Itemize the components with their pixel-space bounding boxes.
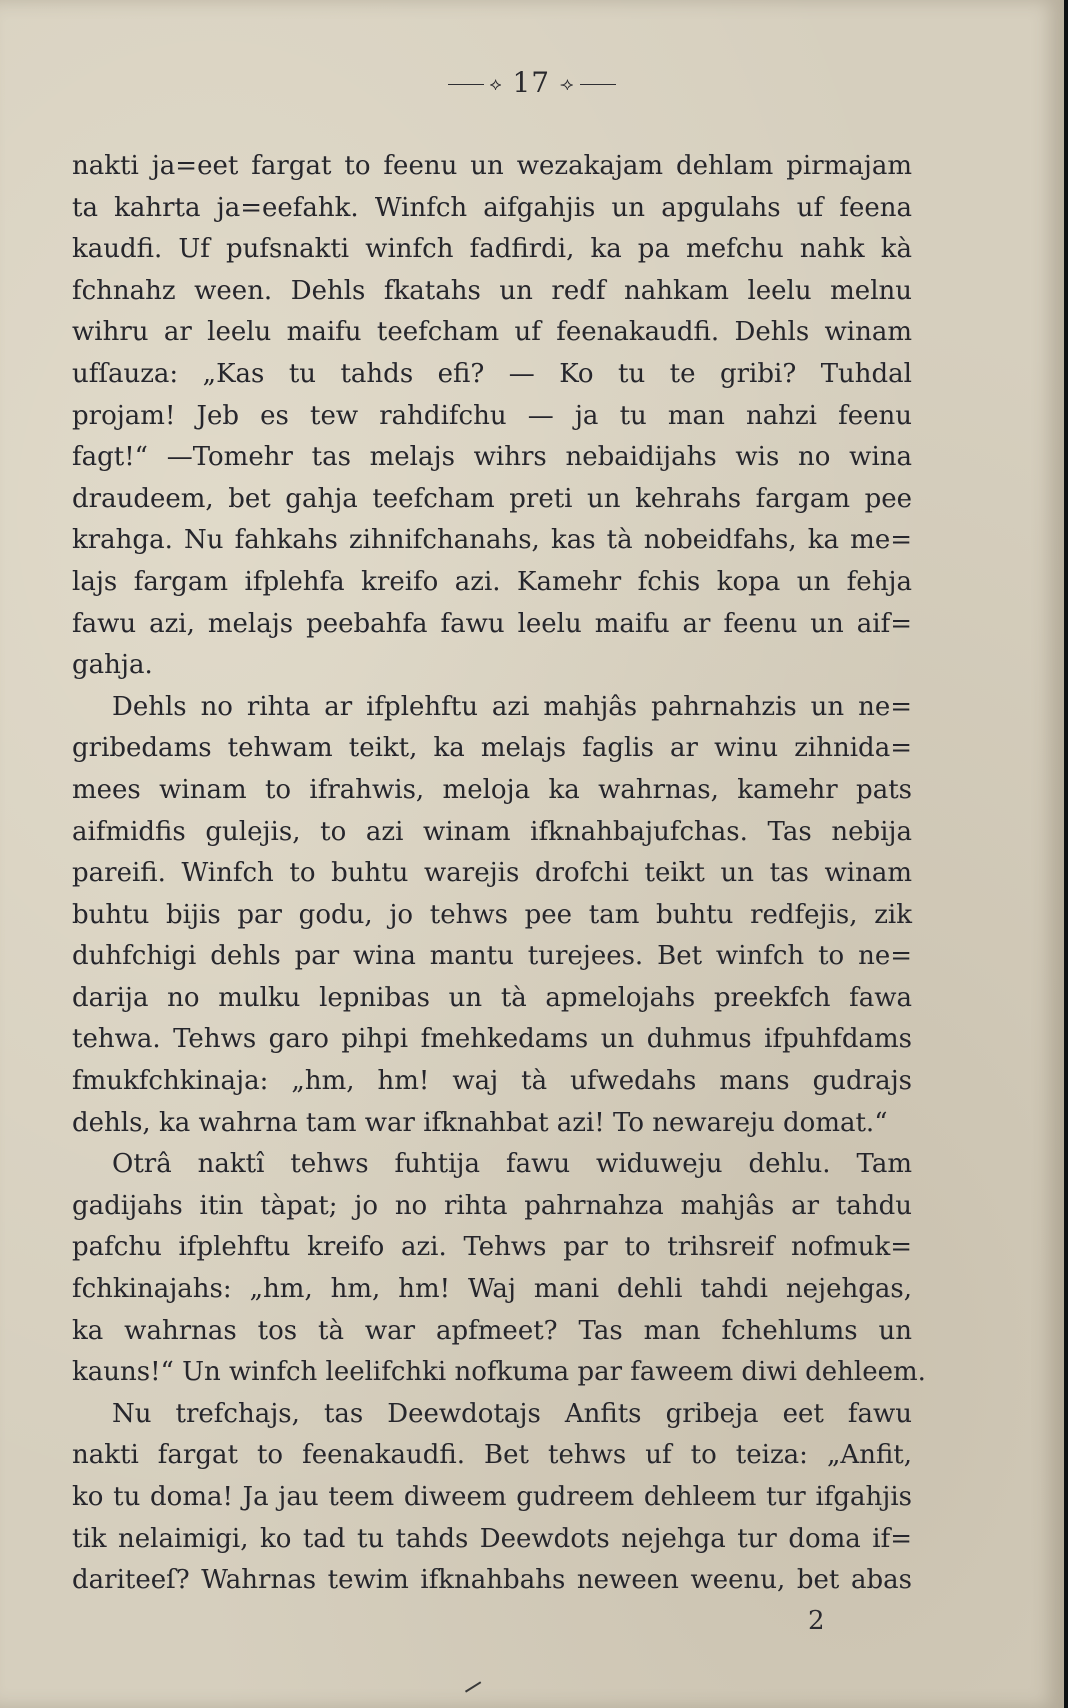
text-line: gadijahs itin tàpat; jo no rihta pahrnahza mahjâs ar tahdu [72,1190,912,1221]
text-line: dariteeſ? Wahrnas tewim ifknahbahs neween weenu, bet abas [72,1565,912,1596]
right-ornament-icon: ⟢ [560,74,575,95]
text-line: ta kahrta ja=eefahk. Winfch aifgahjis un apgulahs uf feena [72,192,912,223]
text-line: fagt!“ —Tomehr tas melajs wihrs nebaidijahs wis no wina [72,442,912,473]
text-line: Dehls no rihta ar ifplehftu azi mahjâs pahrnahzis un ne= [112,691,912,722]
text-line: krahga. Nu fahkahs zihnifchanahs, kas tà nobeidfahs, ka me= [72,525,912,556]
text-line: kaudfi. Uf pufsnakti winfch fadfirdi, ka pa mefchu nahk kà [72,234,912,265]
text-line: lajs fargam ifplehfa kreifo azi. Kamehr fchis kopa un fehja [72,566,912,597]
text-line: fchnahz ween. Dehls fkatahs un redf nahkam leelu melnu [72,275,912,306]
pencil-mark [465,1681,481,1692]
header-rule-right [580,84,616,85]
text-line: darija no mulku lepnibas un tà apmelojahs preekfch fawa [72,982,912,1013]
text-line: gahja. [72,650,153,681]
text-line: buhtu bijis par godu, jo tehws pee tam buhtu redfejis, zik [72,899,912,930]
text-line: fchkinajahs: „hm, hm, hm! Waj mani dehli tahdi nejehgas, [72,1274,912,1305]
text-line: ka wahrnas tos tà war apfmeet? Tas man fchehlums un [72,1315,912,1346]
left-ornament-icon: ⟡ [489,74,503,95]
header-rule-left [448,84,484,85]
text-line: draudeem, bet gahja teefcham preti un kehrahs fargam pee [72,483,912,514]
text-line: tik nelaimigi, ko tad tu tahds Deewdots nejehga tur doma if= [72,1523,912,1554]
text-line: ufſauza: „Kas tu tahds efi? — Ko tu te gribi? Tuhdal [72,358,912,389]
text-line: kauns!“ Un winfch leelifchki nofkuma par faweem diwi dehleem. [72,1357,926,1388]
text-line: fawu azi, melajs peebahfa fawu leelu maifu ar feenu un aif= [72,608,912,639]
signature-mark: 2 [808,1606,825,1636]
text-line: Otrâ naktî tehws fuhtija fawu widuweju dehlu. Tam [112,1149,912,1180]
text-line: pafchu ifplehftu kreifo azi. Tehws par to trihsreif nofmuk= [72,1232,912,1263]
text-line: mees winam to ifrahwis, meloja ka wahrnas, kamehr pats [72,774,912,805]
text-line: duhfchigi dehls par wina mantu turejees. Bet winfch to ne= [72,941,912,972]
text-line: projam! Jeb es tew rahdifchu — ja tu man nahzi feenu [72,400,912,431]
text-line: dehls, ka wahrna tam war ifknahbat azi! To newareju domat.“ [72,1107,888,1138]
text-line: tehwa. Tehws garo pihpi fmehkedams un duhmus ifpuhfdams [72,1024,912,1055]
scan-edge [1064,0,1068,1708]
body-text [72,146,926,1602]
text-line: ko tu doma! Ja jau teem diweem gudreem dehleem tur ifgahjis [72,1482,912,1512]
text-line: nakti ja=eet fargat to feenu un wezakajam dehlam pirmajam [72,151,912,181]
text-line: aifmidfis gulejis, to azi winam ifknahbajufchas. Tas nebija [72,816,912,847]
text-line: Nu trefchajs, tas Deewdotajs Anfits gribeja eet fawu [112,1398,912,1429]
text-line: gribedams tehwam teikt, ka melajs faglis ar winu zihnida= [72,733,912,764]
text-line: wihru ar leelu maifu teefcham uf feenakaudfi. Dehls winam [72,317,912,348]
text-line: pareifi. Winfch to buhtu warejis drofchi teikt un tas winam [72,858,912,889]
text-line: fmukfchkinaja: „hm, hm! waj tà ufwedahs mans gudrajs [72,1066,912,1097]
page-header [0,66,1064,99]
text-line: nakti fargat to feenakaudfi. Bet tehws uf to teiza: „Anfit, [72,1440,912,1471]
page-number: 17 [512,66,551,99]
